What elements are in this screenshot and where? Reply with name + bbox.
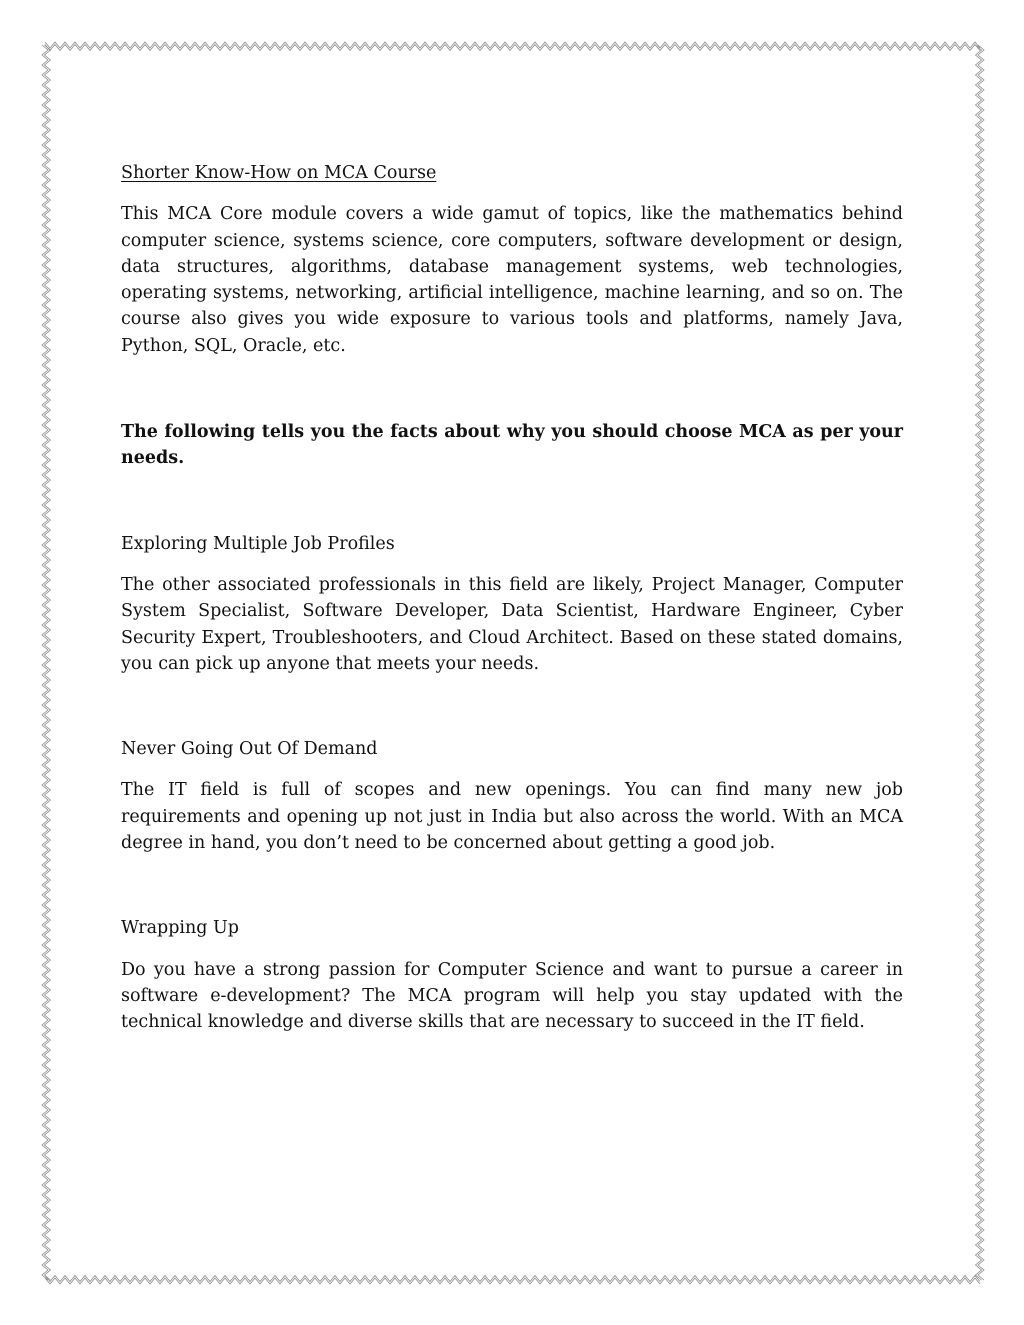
document-body — [121, 160, 903, 1036]
callout-heading: The following tells you the facts about why you should choose MCA as per your needs. — [121, 422, 903, 469]
section-paragraph-job-profiles: The other associated professionals in this field are likely, Project Manager, Computer System Specialist, Software Developer, Data Scientist, Hardware Engineer, Cyber Security Expert, Troubleshooters, and Cloud Architect. Based on these stated domains, you can pick up anyone that meets your needs. — [121, 574, 903, 674]
section-heading-job-profiles: Exploring Multiple Job Profiles — [121, 533, 395, 554]
section-paragraph-demand: The IT field is full of scopes and new openings. You can find many new job requirements and opening up not just in India but also across the world. With an MCA degree in hand, you don’t need to be concerned about getting a good job. — [121, 780, 903, 854]
intro-paragraph: This MCA Core module covers a wide gamut of topics, like the mathematics behind computer science, systems science, core computers, software development or design, data structures, algorithms, database management systems, web technologies, operating systems, networking, artificial intelligence, machine learning, and so on. The course also gives you wide exposure to various tools and platforms, namely Java, Python, SQL, Oracle, etc. — [121, 204, 903, 356]
spacer — [121, 856, 903, 915]
spacer — [121, 472, 903, 531]
spacer — [121, 677, 903, 736]
section-heading-demand: Never Going Out Of Demand — [121, 739, 378, 760]
intro-heading: Shorter Know-How on MCA Course — [121, 163, 437, 183]
section-paragraph-wrapping-up: Do you have a strong passion for Computer Science and want to pursue a career in software e-development? The MCA program will help you stay updated with the technical knowledge and diverse skills that are necessary to succeed in the IT field. — [121, 959, 903, 1033]
spacer — [121, 359, 903, 419]
section-heading-wrapping-up: Wrapping Up — [121, 918, 239, 939]
